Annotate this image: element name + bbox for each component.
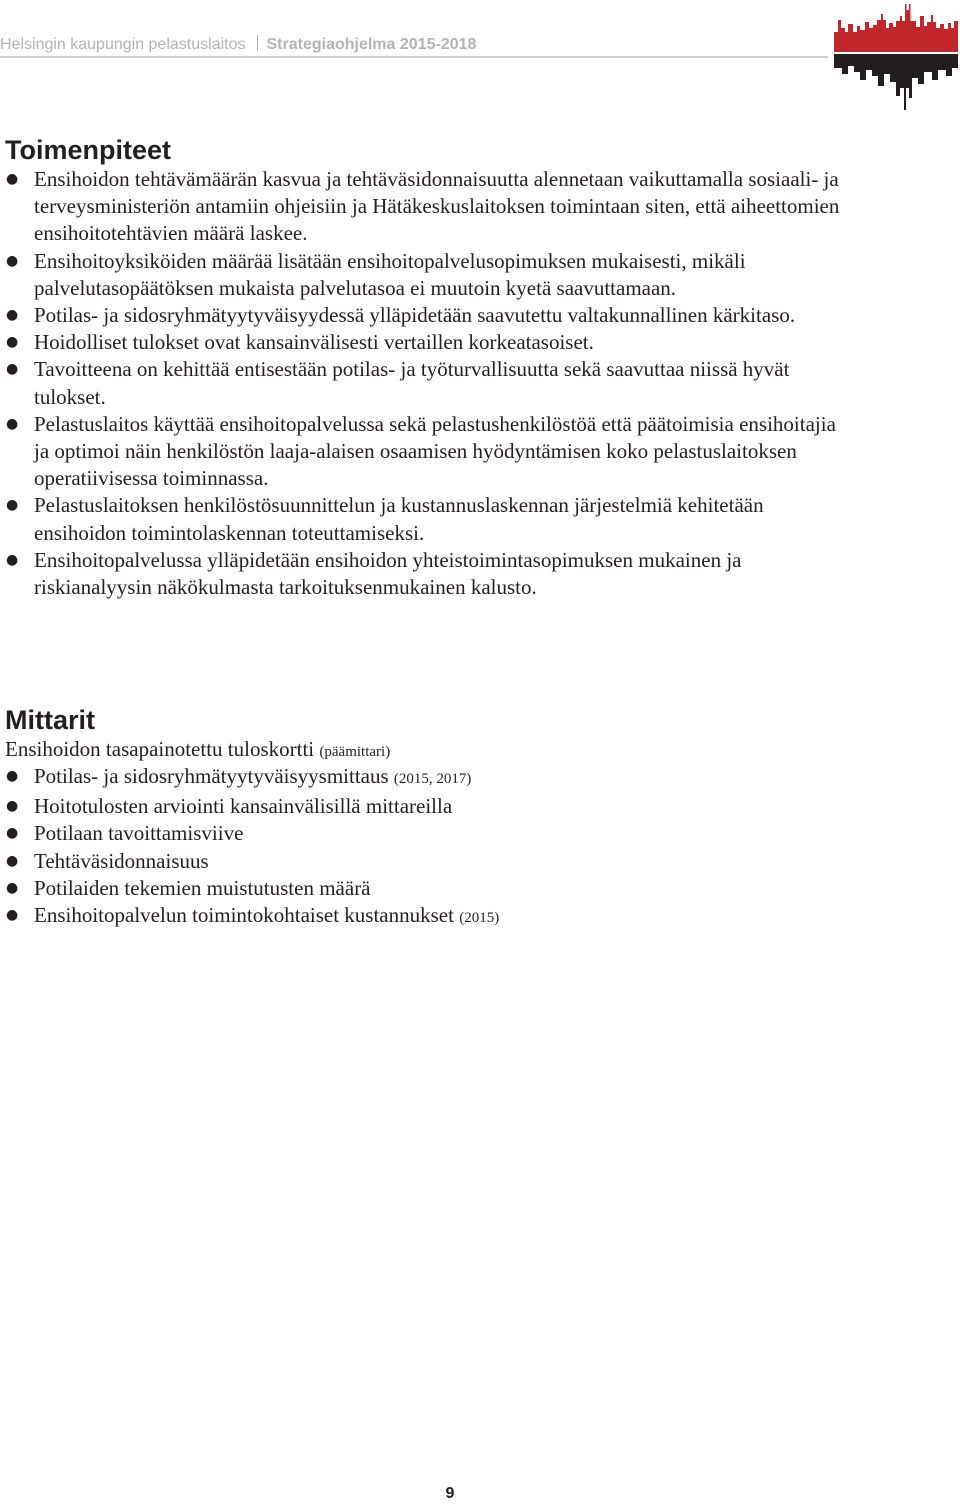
bullet-icon: ● <box>6 768 19 784</box>
bullet-icon: ● <box>6 825 19 842</box>
list-item-text: Ensihoitopalvelussa ylläpidetään ensihoidon yhteistoimintasopimuksen mukainen ja riskianalyysin näkökulmasta tarkoituksenmukainen kalusto. <box>34 547 742 600</box>
bullet-icon: ● <box>6 852 19 869</box>
actions-list <box>0 166 840 601</box>
page-number: 9 <box>445 1485 455 1502</box>
list-item <box>0 793 840 820</box>
bullet-icon: ● <box>6 798 19 815</box>
list-item-text: Tavoitteena on kehittää entisestään potilas- ja työturvallisuutta sekä saavuttaa niissä hyvät tulokset. <box>34 357 790 409</box>
header-rule <box>0 56 828 58</box>
header-organization: Helsingin kaupungin pelastuslaitos <box>0 36 246 53</box>
mittarit-intro <box>5 736 390 766</box>
list-item-text: Pelastuslaitoksen henkilöstösuunnittelun ja kustannuslaskennan järjestelmiä kehitetään ensihoidon toimintolaskennan toteuttamiseksi. <box>34 493 764 545</box>
list-item-text: Potilas- ja sidosryhmätyytyväisyysmittaus <box>34 764 389 788</box>
list-item <box>0 166 840 248</box>
section-title-mittarit: Mittarit <box>5 705 95 735</box>
bullet-icon: ● <box>6 415 19 432</box>
bullet-icon: ● <box>6 171 19 187</box>
list-item <box>0 820 840 847</box>
list-item <box>0 411 840 493</box>
list-item <box>0 248 840 302</box>
header-program: Strategiaohjelma 2015-2018 <box>266 36 477 53</box>
bullet-icon: ● <box>6 361 19 378</box>
list-item-text: Ensihoitoyksiköiden määrää lisätään ensihoitopalvelusopimuksen mukaisesti, mikäli palvelutasopäätöksen mukaista palvelutasoa ei muutoin kyetä saavuttamaan. <box>34 248 746 300</box>
bullet-icon: ● <box>6 252 19 269</box>
list-item <box>0 547 840 601</box>
list-item <box>0 492 840 546</box>
list-item <box>0 848 840 875</box>
list-item-note: (2015, 2017) <box>393 771 472 787</box>
header-separator <box>257 35 258 51</box>
list-item-text: Ensihoidon tehtävämäärän kasvua ja tehtäväsidonnaisuutta alennetaan vaikuttamalla sosiaali- ja terveysministeriön antamiin ohjeisiin ja Hätäkeskuslaitoksen toimintaan siten, että aiheettomien ensihoitotehtävien määrä laskee. <box>34 167 840 246</box>
list-item-text: Potilaan tavoittamisviive <box>34 821 244 846</box>
list-item-text: Tehtäväsidonnaisuus <box>34 848 209 873</box>
section-title-toimenpiteet: Toimenpiteet <box>5 135 172 165</box>
list-item-text: Potilas- ja sidosryhmätyytyväisyydessä ylläpidetään saavutettu valtakunnallinen kärkitaso. <box>34 303 796 328</box>
bullet-icon: ● <box>6 334 19 351</box>
bullet-icon: ● <box>6 907 19 924</box>
bullet-icon: ● <box>6 551 19 568</box>
bullet-icon: ● <box>6 497 19 514</box>
list-item <box>0 356 840 410</box>
list-item <box>0 902 840 932</box>
list-item-text: Hoidolliset tulokset ovat kansainvälisesti vertaillen korkeatasoiset. <box>34 330 594 355</box>
list-item-text: Pelastuslaitos käyttää ensihoitopalvelussa sekä pelastushenkilöstöä että päätoimisia ensihoitajia ja optimoi näin henkilöstön laaja-alaisen osaamisen hyödyntämisen koko pelastuslaitoksen operatiivisessa toiminnassa. <box>34 411 836 491</box>
list-item <box>0 763 840 793</box>
mittarit-intro-text: Ensihoidon tasapainotettu tuloskortti <box>5 737 315 761</box>
list-item <box>0 302 840 329</box>
bullet-icon: ● <box>6 879 19 896</box>
list-item-text: Ensihoitopalvelun toimintokohtaiset kustannukset <box>34 903 454 928</box>
list-item <box>0 875 840 902</box>
bullet-icon: ● <box>6 307 19 324</box>
mittarit-intro-note: (päämittari) <box>319 744 391 760</box>
page-header <box>0 34 820 56</box>
list-item-note: (2015) <box>459 910 500 927</box>
indicators-list <box>0 763 840 932</box>
list-item-text: Potilaiden tekemien muistutusten määrä <box>34 875 371 900</box>
helsinki-skyline-logo-icon <box>832 2 960 112</box>
list-item-text: Hoitotulosten arviointi kansainvälisillä mittareilla <box>34 794 453 819</box>
list-item <box>0 329 840 356</box>
